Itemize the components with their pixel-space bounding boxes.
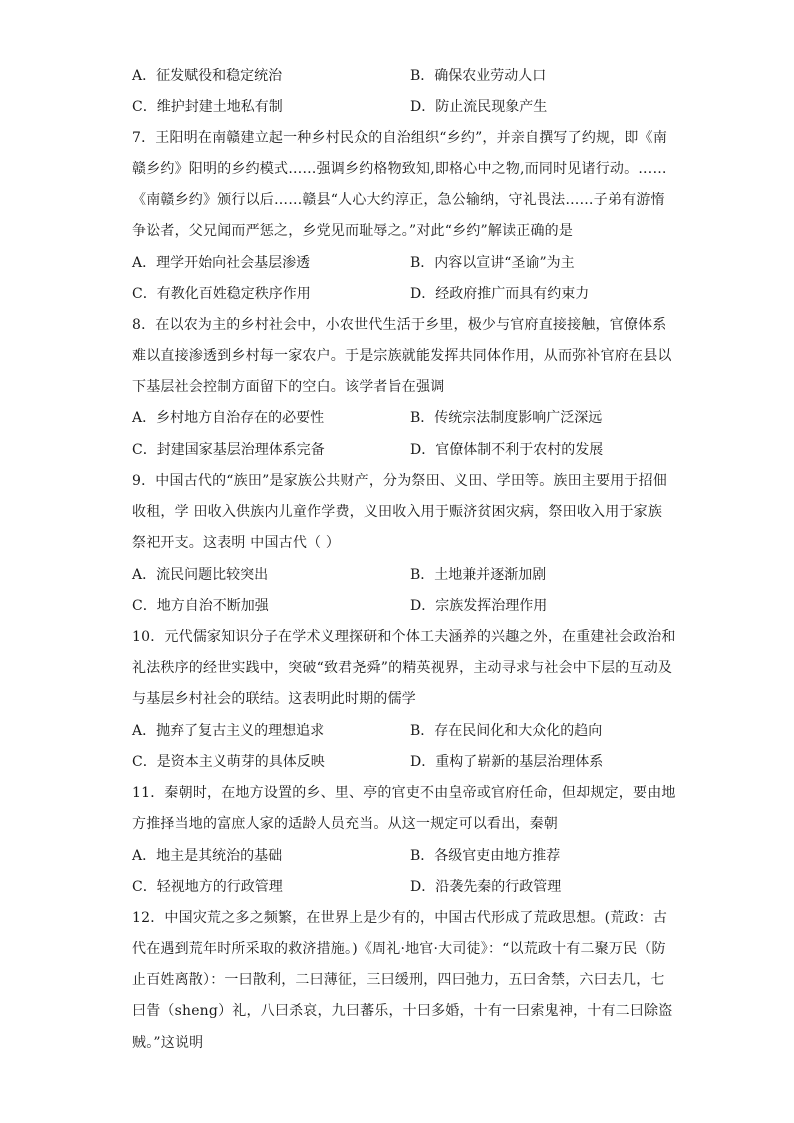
q7-option-c: C．有教化百姓稳定秩序作用 [132,286,311,302]
q8-option-a: A．乡村地方自治存在的必要性 [132,410,325,426]
q7-stem-line: 7．王阳明在南赣建立起一种乡村民众的自治组织“乡约”，并亲自撰写了约规，即《南 [132,130,668,146]
q12-stem-line: 代在遇到荒年时所采取的救济措施。)《周礼·地官·大司徒》：“以荒政十有二聚万民（防 [132,941,666,957]
q7-option-d: D．经政府推广而具有约束力 [410,286,590,302]
q12-stem-line: 止百姓离散）：一曰散利，二曰薄征，三曰缓刑，四曰弛力，五曰舍禁，六曰去几，七 [132,972,665,988]
q11-option-c: C．轻视地方的行政管理 [132,879,283,895]
q12-stem-line: 曰眚（sheng）礼，八曰杀哀，九曰蕃乐，十曰多婚，十有一曰索鬼神，十有二曰除盗 [132,1003,673,1019]
q9-stem-line: 祭祀开支。这表明 中国古代（ ） [132,535,341,551]
q11-option-b: B．各级官吏由地方推荐 [410,848,561,864]
q6-option-a: A．征发赋役和稳定统治 [132,68,283,84]
q6-option-b: B．确保农业劳动人口 [410,68,547,84]
q10-stem-line: 与基层乡村社会的联结。这表明此时期的儒学 [132,691,416,707]
q11-stem-line: 方推择当地的富庶人家的适龄人员充当。从这一规定可以看出，秦朝 [132,816,558,832]
q12-stem-line: 12．中国灾荒之多之频繁，在世界上是少有的，中国古代形成了荒政思想。(荒政：古 [132,910,668,926]
q10-option-b: B．存在民间化和大众化的趋向 [410,723,603,739]
q7-stem-line: 争讼者，父兄闻而严惩之，乡党见而耻辱之。”对此“乡约”解读正确的是 [132,223,574,239]
q8-stem-line: 8．在以农为主的乡村社会中，小农世代生活于乡里，极少与官府直接接触，官僚体系 [132,317,667,333]
q8-stem-line: 下基层社会控制方面留下的空白。该学者旨在强调 [132,379,445,395]
q10-option-d: D．重构了崭新的基层治理体系 [410,754,604,770]
q8-option-c: C．封建国家基层治理体系完备 [132,442,325,458]
q9-option-d: D．宗族发挥治理作用 [410,598,548,614]
q10-stem-line: 10．元代儒家知识分子在学术义理探研和个体工夫涵养的兴趣之外，在重建社会政治和 [132,629,676,645]
q7-option-a: A．理学开始向社会基层渗透 [132,255,311,271]
q7-option-b: B．内容以宣讲“圣谕”为主 [410,255,575,271]
q7-stem-line: 赣乡约》阳明的乡约模式……强调乡约格物致知,即格心中之物,而同时见诸行动。…… [132,161,667,177]
q10-stem-line: 礼法秩序的经世实践中，突破“致君尧舜”的精英视界，主动寻求与社会中下层的互动及 [132,660,673,676]
q7-stem-line: 《南赣乡约》颁行以后……赣县“人心大约淳正，急公输纳，守礼畏法……子弟有游惰 [132,192,665,208]
q6-option-d: D．防止流民现象产生 [410,99,548,115]
q9-option-b: B．土地兼并逐渐加剧 [410,567,547,583]
q10-option-c: C．是资本主义萌芽的具体反映 [132,754,325,770]
q8-option-b: B．传统宗法制度影响广泛深远 [410,410,603,426]
q9-stem-line: 收租，学 田收入供族内儿童作学费，义田收入用于赈济贫困灾病，祭田收入用于家族 [132,504,663,520]
q11-option-a: A．地主是其统治的基础 [132,848,283,864]
q8-stem-line: 难以直接渗透到乡村每一家农户。于是宗族就能发挥共同体作用，从而弥补官府在县以 [132,348,672,364]
q11-option-d: D．沿袭先秦的行政管理 [410,879,562,895]
q9-option-c: C．地方自治不断加强 [132,598,269,614]
q6-option-c: C．维护封建土地私有制 [132,99,283,115]
q9-stem-line: 9．中国古代的“族田”是家族公共财产，分为祭田、义田、学田等。族田主要用于招佃 [132,473,668,489]
q9-option-a: A．流民问题比较突出 [132,567,269,583]
q8-option-d: D．官僚体制不利于农村的发展 [410,442,604,458]
q10-option-a: A．抛弃了复古主义的理想追求 [132,723,325,739]
q12-stem-line: 贼。”这说明 [132,1035,204,1051]
q11-stem-line: 11．秦朝时，在地方设置的乡、里、亭的官吏不由皇帝或官府任命，但却规定，要由地 [132,785,676,801]
